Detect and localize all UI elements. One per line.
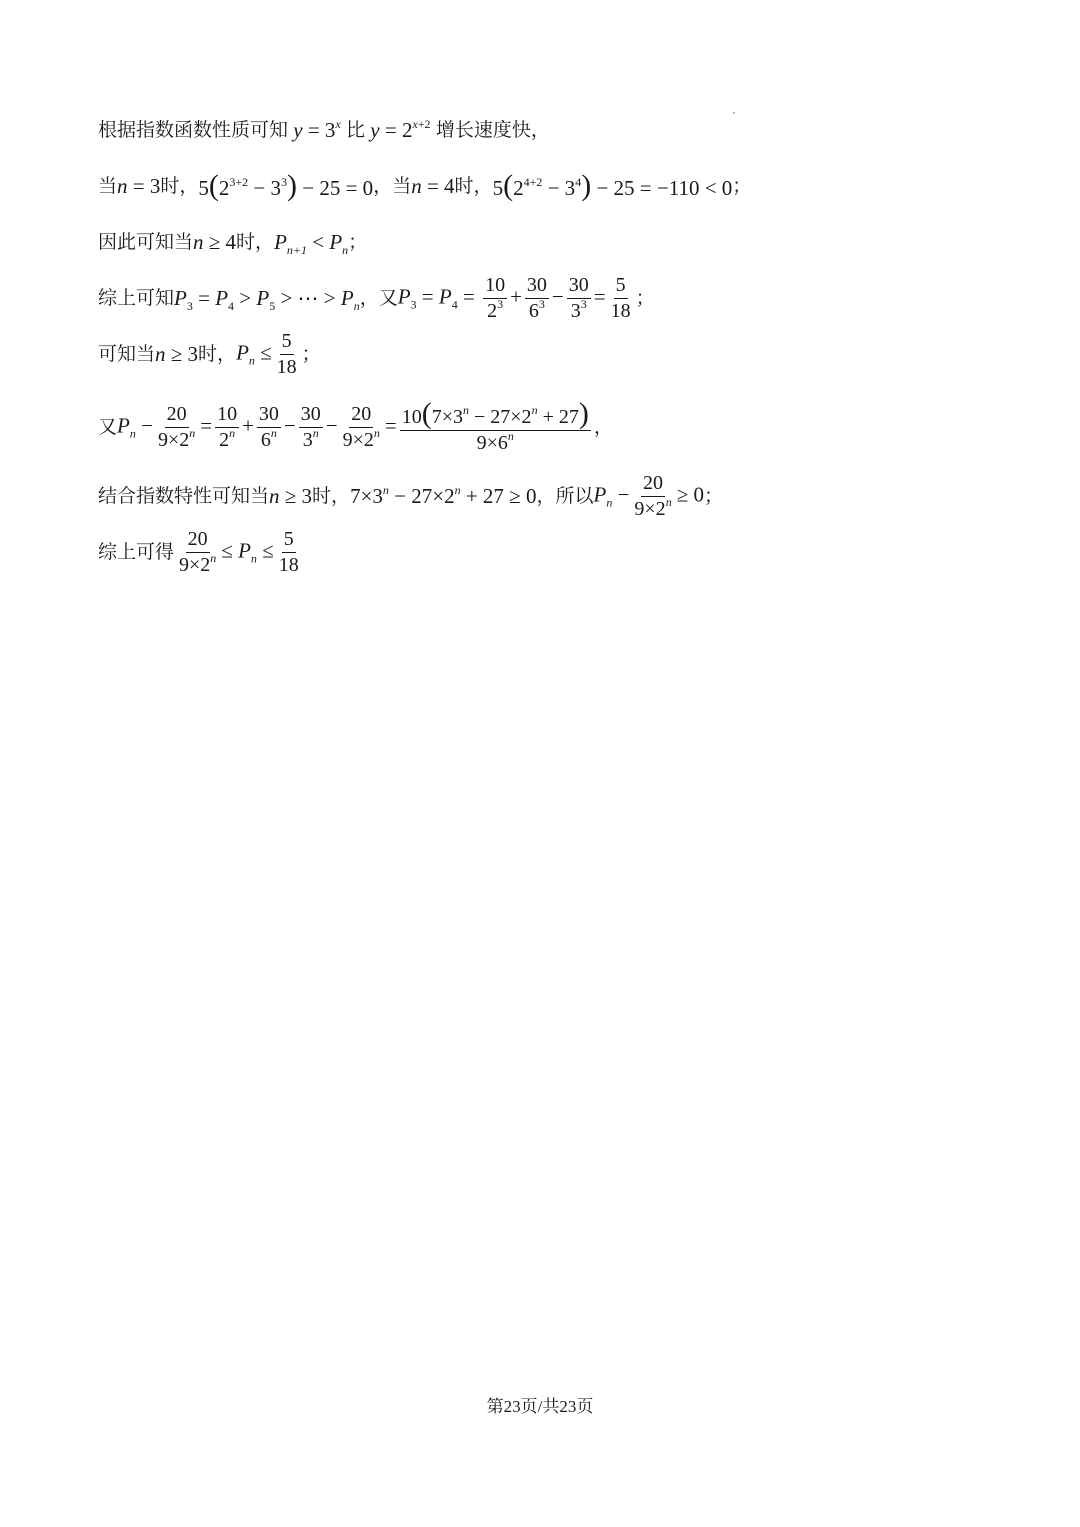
line-7 (98, 472, 723, 521)
line-2 (98, 169, 752, 202)
line-3-text-a: 因此可知当 (98, 231, 194, 254)
line-3-text-c: ； (348, 231, 368, 254)
line-1-text-b: 比 (346, 119, 366, 142)
formula-pn-le-5-18: $P_n$ ≤ $\frac{5}{18}$ (236, 330, 297, 378)
line-2-text-e: ； (732, 175, 752, 198)
line-8-text-a: 综上可得 (98, 541, 175, 564)
formula-n-ge-3: n ≥ 3 (155, 341, 199, 366)
line-2-text-d: 时， (454, 175, 493, 198)
line-4-text-a: 综上可知 (98, 287, 175, 310)
formula-case-n4: $5(2^{4+2} - 3^4) - 25 = -110 < 0$ (492, 169, 733, 202)
formula-difference: $P_n$ − $\frac{20}{9\times 2^n}$ = $\frac{10}{2^n}$ + $\frac{30}{6^n}$ − $\frac{30}{3^n}$ − $\frac{20}{9\times 2^n}$ = $\frac{10(7\times 3^n - 27\times 2^n + 27)}{9\times 6^n}$ (117, 397, 589, 454)
formula-n-ge-3-b: n ≥ 3 (269, 483, 313, 508)
line-5-text-c: ； (301, 343, 321, 366)
line-7-text-d: ； (703, 485, 723, 508)
line-4 (98, 274, 655, 323)
line-7-text-b: 时， (312, 485, 351, 508)
formula-numerator-nonneg: $7\times 3^n - 27\times 2^n + 27 \ge 0$ (350, 482, 537, 508)
line-6-text-b: ， (593, 416, 613, 439)
formula-n-eq-3: n = 3 (117, 174, 161, 198)
line-3-text-b: 时， (236, 231, 275, 254)
formula-n-ge-4: n ≥ 4 (193, 230, 237, 254)
line-4-text-c: ； (635, 287, 655, 310)
formula-final-bound: $\frac{20}{9\times 2^n}$ ≤ $P_n$ ≤ $\frac{5}{18}$ (179, 528, 299, 576)
line-1-text-c: 增长速度快， (435, 119, 550, 142)
line-8 (98, 528, 304, 577)
line-2-text-b: 时， (160, 175, 199, 198)
line-3 (98, 230, 367, 255)
formula-y-3x: $y = 3^x$ (293, 117, 341, 142)
formula-difference-nonneg: $P_n$ − $\frac{20}{9\times 2^n}$ ≥ 0 (593, 472, 704, 520)
line-4-text-b: ，又 (359, 287, 398, 310)
scan-speck (733, 112, 735, 114)
line-6-text-a: 又 (98, 416, 118, 439)
line-1-text-a: 根据指数函数性质可知 (98, 119, 289, 142)
formula-n-eq-4: n = 4 (411, 174, 455, 198)
line-2-text-c: ，当 (373, 175, 412, 198)
line-1 (98, 118, 550, 143)
line-7-text-c: ，所以 (536, 485, 594, 508)
line-5 (98, 330, 321, 379)
page-footer: 第23页/共23页 (486, 1397, 594, 1416)
line-7-text-a: 结合指数特性可知当 (98, 485, 270, 508)
line-5-text-b: 时， (198, 343, 237, 366)
line-5-text-a: 可知当 (98, 343, 156, 366)
formula-pn1-lt-pn: $P_{n+1} < P_n$ (274, 230, 349, 257)
formula-p3-value: $P_3 = P_4$ = $\frac{10}{2^3}$ + $\frac{30}{6^3}$ − $\frac{30}{3^3}$ = $\frac{5}{18}$ (397, 274, 631, 322)
line-2-text-a: 当 (98, 175, 118, 198)
line-6 (98, 397, 613, 455)
formula-case-n3: $5(2^{3+2} - 3^3) - 25 = 0$ (198, 169, 374, 202)
formula-p-chain: $P_3 = P_4 > P_5$ > ⋯ > $P_n$ (174, 285, 360, 313)
formula-y-2x2: $y = 2^{x+2}$ (370, 117, 431, 142)
